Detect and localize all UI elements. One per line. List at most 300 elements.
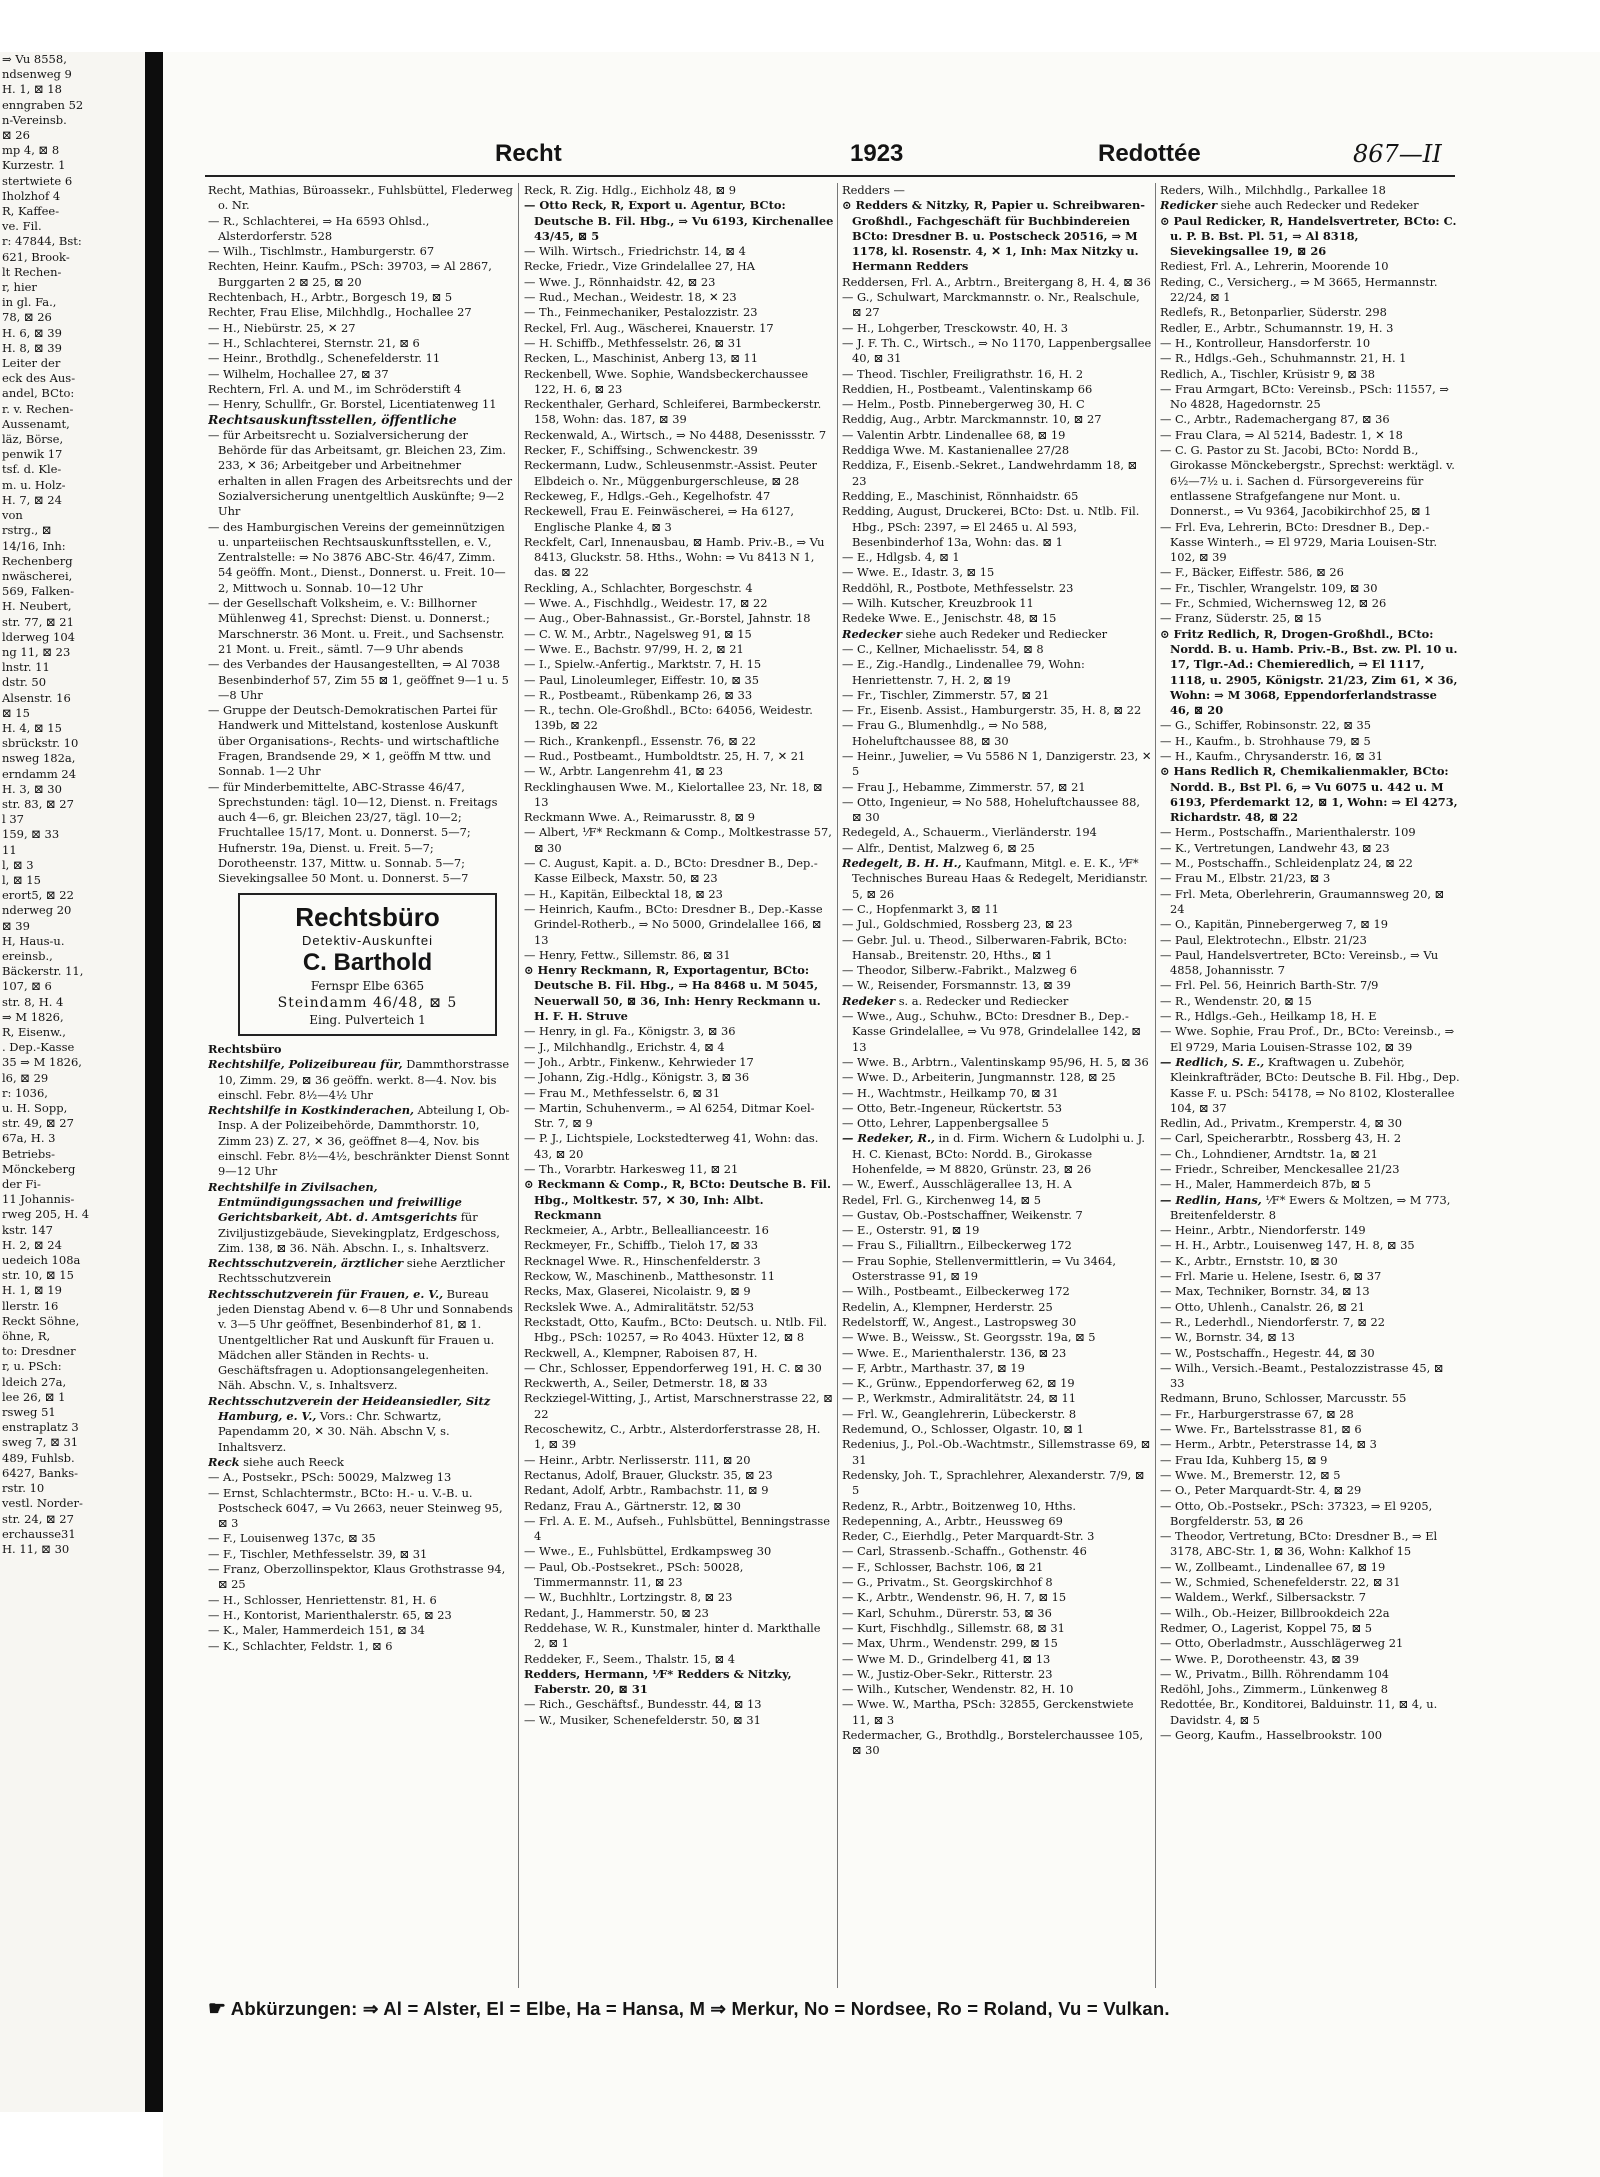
directory-entry: — Wwe. J., Rönnhaidstr. 42, ⊠ 23 (524, 274, 716, 289)
strip-line: penwik 17 (2, 447, 63, 462)
directory-entry: Redepenning, A., Arbtr., Heussweg 69 (842, 1513, 1063, 1528)
entry-text: Kraftwagen u. Zubehör, Kleinkrafträder, BCto: Deutsche B. Fil. Hbg., Dep. Kasse F. u. PSch: 54178, ⇒ No 8102, Klosterallee 104, ⊠ 37 (1170, 1054, 1460, 1115)
header-rule (205, 175, 1455, 177)
directory-entry: — Henry, Schullfr., Gr. Borstel, Licentiatenweg 11 (208, 397, 497, 412)
directory-entry: — W., Ewerf., Ausschlägerallee 13, H. A (842, 1177, 1072, 1192)
directory-entry: — Joh., Arbtr., Finkenw., Kehrwieder 17 (524, 1054, 754, 1069)
directory-entry: — Heinr., Arbtr. Nerlisserstr. 111, ⊠ 20 (524, 1452, 751, 1467)
strip-line: r. v. Rechen- (2, 401, 74, 416)
strip-line: H. Neubert, (2, 599, 72, 614)
directory-entry: — R., Schlachterei, ⇒ Ha 6593 Ohlsd., Alsterdorferstr. 528 (208, 213, 430, 243)
directory-entry: — W., Privatm., Billh. Röhrendamm 104 (1160, 1666, 1390, 1681)
directory-entry: Recklinghausen Wwe. M., Kielortallee 23, Nr. 18, ⊠ 13 (524, 779, 823, 809)
directory-entry (842, 994, 1152, 1009)
strip-line: ⇒ M 1826, (2, 1009, 64, 1024)
directory-entry: — H., Schlosser, Henriettenstr. 81, H. 6 (208, 1592, 437, 1607)
directory-entry: — Wwe. Fr., Bartelsstrasse 81, ⊠ 6 (1160, 1422, 1362, 1437)
directory-entry: Redmann, Bruno, Schlosser, Marcusstr. 55 (1160, 1391, 1407, 1406)
directory-entry: — Helm., Postb. Pinnebergerweg 30, H. C (842, 397, 1085, 412)
directory-entry: Reckwell, A., Klempner, Raboisen 87, H. (524, 1345, 758, 1360)
entry-text: siehe Aerztlicher Rechtsschutzverein (218, 1256, 505, 1286)
strip-line: str. 83, ⊠ 27 (2, 796, 74, 811)
directory-entry: — K., Arbtr., Ernststr. 10, ⊠ 30 (1160, 1253, 1338, 1268)
ad-title: Rechtsbüro (295, 901, 440, 932)
directory-entry: Reddiga Wwe. M. Kastanienallee 27/28 (842, 443, 1070, 458)
strip-line: l, ⊠ 3 (2, 857, 34, 872)
directory-entry: — A., Postsekr., PSch: 50029, Malzweg 13 (208, 1470, 452, 1485)
abbreviations-footer (208, 1996, 1458, 2021)
directory-entry: — H., Kaufm., b. Strohhause 79, ⊠ 5 (1160, 733, 1371, 748)
entry-text: Kaufmann, Mitgl. e. E. K., ⅟F* Technisches Bureau Haas & Redegelt, Meridianstr. 5, ⊠ 26 (852, 856, 1148, 901)
strip-line: 11 Johannis- (2, 1192, 75, 1207)
directory-entry: — Wwe. P., Dorotheenstr. 43, ⊠ 39 (1160, 1651, 1359, 1666)
directory-entry: — Frau Armgart, BCto: Vereinsb., PSch: 11557, ⇒ No 4828, Hagedornstr. 25 (1160, 381, 1449, 412)
strip-line: in gl. Fa., (2, 295, 57, 310)
directory-entry: — Albert, ⅟F* Reckmann & Comp., Moltkestrasse 57, ⊠ 30 (524, 825, 832, 855)
directory-entry: — Wilh., Postbeamt., Eilbeckerweg 172 (842, 1284, 1070, 1299)
strip-line: H. 1, ⊠ 19 (2, 1283, 62, 1298)
directory-entry: — Carl, Speicherarbtr., Rossberg 43, H. 2 (1160, 1131, 1402, 1146)
directory-entry: Redöhl, Johs., Zimmerm., Lünkenweg 8 (1160, 1682, 1389, 1697)
directory-entry: — Frl. Meta, Oberlehrerin, Graumannsweg 20, ⊠ 24 (1160, 886, 1445, 916)
strip-line: tsf. d. Kle- (2, 462, 62, 477)
directory-entry: — E., Hdlgsb. 4, ⊠ 1 (842, 550, 960, 565)
strip-line: 11 (2, 842, 17, 857)
directory-entry: — Otto, Ingenieur, ⇒ No 588, Hoheluftchaussee 88, ⊠ 30 (842, 794, 1140, 825)
directory-entry: — Johann, Zig.-Hdlg., Königstr. 3, ⊠ 36 (524, 1070, 750, 1085)
strip-line: läz, Börse, (2, 432, 64, 447)
strip-line: 35 ⇒ M 1826, (2, 1055, 82, 1070)
directory-entry: Reckeweg, F., Hdlgs.-Geh., Kegelhofstr. 47 (524, 488, 771, 503)
directory-entry: Redders — (842, 183, 905, 197)
strip-line: stertwiete 6 (2, 173, 73, 188)
strip-line: H. 3, ⊠ 30 (2, 781, 62, 796)
directory-entry: — Wwe. W., Martha, PSch: 32855, Gerckenstwiete 11, ⊠ 3 (842, 1697, 1134, 1727)
directory-entry: — Paul, Linoleumleger, Eiffestr. 10, ⊠ 35 (524, 672, 759, 687)
entry-text: siehe auch Reeck (239, 1454, 344, 1469)
directory-entry: Reckmann Wwe. A., Reimarusstr. 8, ⊠ 9 (524, 810, 755, 825)
directory-entry: — Theod. Tischler, Freiligrathstr. 16, H. 2 (842, 366, 1084, 381)
column-1 (208, 183, 513, 1993)
directory-entry: — Aug., Ober-Bahnassist., Gr.-Borstel, Jahnstr. 18 (524, 611, 811, 626)
directory-entry: Redelstorff, W., Angest., Lastropsweg 30 (842, 1314, 1077, 1329)
directory-entry: — G., Schulwart, Marckmannstr. o. Nr., Realschule, ⊠ 27 (842, 290, 1140, 320)
directory-entry: — Wilh., Versich.-Beamt., Pestalozzistrasse 45, ⊠ 33 (1160, 1360, 1444, 1391)
directory-entry: — Henry, Fettw., Sillemstr. 86, ⊠ 31 (524, 947, 731, 962)
strip-line: R, Eisenw., (2, 1025, 66, 1039)
directory-entry: — Wwe., E., Fuhlsbüttel, Erdkampsweg 30 (524, 1544, 772, 1559)
directory-entry: — Rud., Postbeamt., Humboldtstr. 25, H. 7, ✕ 21 (524, 748, 806, 763)
directory-entry: — Franz, Süderstr. 25, ⊠ 15 (1160, 611, 1322, 626)
header-left-keyword: Recht (495, 140, 562, 167)
strip-line: lt Rechen- (2, 264, 62, 279)
directory-entry: — Wwe. M., Bremerstr. 12, ⊠ 5 (1160, 1467, 1341, 1482)
directory-entry: Reckmeyer, Fr., Schiffb., Tieloh 17, ⊠ 33 (524, 1238, 758, 1253)
directory-entry: — W., Musiker, Schenefelderstr. 50, ⊠ 31 (524, 1712, 761, 1727)
entry-heading: Rechtsschutzverein der Heideansiedler, Sitz Hamburg, e. V., (208, 1393, 491, 1424)
directory-entry: Redottée, Br., Konditorei, Balduinstr. 11, ⊠ 4, u. Davidstr. 4, ⊠ 5 (1160, 1697, 1438, 1727)
directory-entry: — Gruppe der Deutsch-Demokratischen Partei für Handwerk und Mittelstand, kostenlose Auskunft über Organisations-, Rechts- und wirtschaftliche Fragen, Brandsende 29, ✕ 1, geöffn M ttw. und Sonnab. 1—2 Uhr (208, 703, 500, 779)
directory-entry: — Fr., Schmied, Wichernsweg 12, ⊠ 26 (1160, 596, 1387, 611)
directory-entry: — I., Spielw.-Anfertig., Marktstr. 7, H. 15 (524, 657, 762, 672)
directory-entry: Redensky, Joh. T., Sprachlehrer, Alexanderstr. 7/9, ⊠ 5 (842, 1467, 1145, 1498)
directory-entry (1160, 1193, 1460, 1224)
directory-entry: Redermacher, G., Brothdlg., Borstelerchaussee 105, ⊠ 30 (842, 1727, 1144, 1758)
directory-entry (208, 1057, 513, 1103)
entry-heading: Redegelt, B. H. H., (842, 856, 962, 871)
directory-entry: — Frau M., Methfesselstr. 6, ⊠ 31 (524, 1085, 720, 1100)
directory-entry: — Heinr., Juwelier, ⇒ Vu 5586 N 1, Danzigerstr. 23, ✕ 5 (842, 748, 1152, 779)
directory-entry: Reckmeier, A., Arbtr., Belleallianceestr. 16 (524, 1223, 769, 1238)
directory-entry: Reckenthaler, Gerhard, Schleiferei, Barmbeckerstr. 158, Wohn: das. 187, ⊠ 39 (524, 397, 822, 427)
directory-entry: — Theodor, Vertretung, BCto: Dresdner B., ⇒ El 3178, ABC-Str. 1, ⊠ 36, Wohn: Kalkhof 15 (1160, 1529, 1438, 1559)
directory-entry: — K., Schlachter, Feldstr. 1, ⊠ 6 (208, 1638, 393, 1653)
strip-line: l, ⊠ 15 (2, 872, 41, 887)
directory-entry: — der Gesellschaft Volksheim, e. V.: Billhorner Mühlenweg 41, Sprechst: Dienst. u. Donnerst.; Marschnerstr. 36 Mont. u. Freit., und Sachsenstr. 21 Mont. u. Freit., sämtl. 7—9 Uhr abends (208, 596, 505, 656)
directory-entry: — Frl. W., Geanglehrerin, Lübeckerstr. 8 (842, 1406, 1077, 1421)
directory-entry: Reckwerth, A., Seiler, Detmerstr. 18, ⊠ 33 (524, 1376, 768, 1391)
directory-entry: Reckstadt, Otto, Kaufm., BCto: Deutsch. u. Ntlb. Fil. Hbg., PSch: 10257, ⇒ Ro 4043. Hüxter 12, ⊠ 8 (524, 1314, 827, 1345)
directory-entry (1160, 1055, 1460, 1116)
directory-entry: — K., Maler, Hammerdeich 151, ⊠ 34 (208, 1623, 425, 1638)
directory-entry: Reddig, Aug., Arbtr. Marckmannstr. 10, ⊠ 27 (842, 412, 1102, 427)
entry-heading: — Redeker, R., (842, 1131, 935, 1146)
directory-entry: — M., Postschaffn., Schleidenplatz 24, ⊠ 22 (1160, 856, 1413, 871)
strip-line: sbrückstr. 10 (2, 736, 79, 751)
directory-entry: — F., Schlosser, Bachstr. 106, ⊠ 21 (842, 1559, 1044, 1574)
directory-entry: — Herm., Arbtr., Peterstrasse 14, ⊠ 3 (1160, 1437, 1377, 1452)
directory-entry: Reckling, A., Schlachter, Borgeschstr. 4 (524, 580, 753, 595)
strip-line: eck des Aus- (2, 371, 76, 386)
directory-entry: — für Arbeitsrecht u. Sozialversicherung der Behörde für das Arbeitsamt, gr. Bleichen 23, Zim. 233, ✕ 36; Arbeitgeber und Arbeitnehmer erhalten in allen Fragen des Arbeitsrechts und der Sozialversicherung unentgeltlich Auskünfte; 9—2 Uhr (208, 427, 513, 519)
directory-entry: — Frau S., Filialltrn., Eilbeckerweg 172 (842, 1238, 1072, 1253)
directory-entry: — F., Bäcker, Eiffestr. 586, ⊠ 26 (1160, 565, 1344, 580)
directory-entry (208, 1394, 513, 1455)
directory-entry: ⊙ Paul Redicker, R, Handelsvertreter, BCto: C. u. P. B. Bst. Pl. 51, ⇒ Al 8318, Sievekingsallee 19, ⊠ 26 (1160, 213, 1457, 259)
strip-line: H. 11, ⊠ 30 (2, 1541, 70, 1556)
directory-entry: — R., techn. Ole-Großhdl., BCto: 64056, Weidestr. 139b, ⊠ 22 (524, 703, 813, 733)
directory-entry: — C. August, Kapit. a. D., BCto: Dresdner B., Dep.-Kasse Eilbeck, Maxstr. 50, ⊠ 23 (524, 856, 818, 886)
directory-entry: Reddersen, Frl. A., Arbtrn., Breitergang 8, H. 4, ⊠ 36 (842, 274, 1151, 289)
strip-line: H. 1, ⊠ 18 (2, 82, 62, 97)
directory-entry: Rechtenbach, H., Arbtr., Borgesch 19, ⊠ 5 (208, 290, 453, 305)
strip-line: lnstr. 11 (2, 660, 50, 675)
directory-entry: Reddehase, W. R., Kunstmaler, hinter d. Markthalle 2, ⊠ 1 (524, 1620, 821, 1651)
directory-entry: Reder, C., Eierhdlg., Peter Marquardt-Str. 3 (842, 1529, 1095, 1544)
directory-entry: — W., Reisender, Forsmannstr. 13, ⊠ 39 (842, 978, 1071, 993)
entry-text: in d. Firm. Wichern & Ludolphi u. J. H. C. Kienast, BCto: Nordd. B., Girokasse Hohenfelde, ⇒ M 8820, Grünstr. 23, ⊠ 26 (852, 1131, 1145, 1176)
directory-entry: — für Minderbemittelte, ABC-Strasse 46/47, Sprechstunden: tägl. 10—12, Dienst. n. Freitags auch 4—6, gr. Bleichen 23/27, tägl. 10—2; Fruchtallee 15/17, Mont. u. Donnerst. 5—7; Hufnerstr. 19a, Dienst. u. Freit. 5—7; Dorotheenstr. 137, Mittw. u. Sonnab. 5—7; Sievekingsallee 50 Mont. u. Donnerst. 5—7 (208, 779, 498, 886)
strip-line: andel, BCto: (2, 386, 75, 401)
entry-text: siehe auch Redeker und Rediecker (902, 626, 1108, 641)
strip-line: m. u. Holz- (2, 477, 66, 492)
directory-entry: — Chr., Schlosser, Eppendorferweg 191, H. C. ⊠ 30 (524, 1360, 822, 1375)
directory-entry: Reckfelt, Carl, Innenausbau, ⊠ Hamb. Priv.-B., ⇒ Vu 8413, Gluckstr. 58. Hths., Wohn: ⇒ Vu 8413 N 1, das. ⊠ 22 (524, 534, 825, 580)
directory-entry: Rechter, Frau Elise, Milchhdlg., Hochallee 27 (208, 305, 472, 320)
directory-entry: — K., Arbtr., Wendenstr. 96, H. 7, ⊠ 15 (842, 1590, 1067, 1605)
header-year: 1923 (850, 140, 904, 167)
strip-line: 107, ⊠ 6 (2, 979, 52, 994)
entry-text: s. a. Redecker und Rediecker (895, 993, 1069, 1008)
directory-entry: Redel, Frl. G., Kirchenweg 14, ⊠ 5 (842, 1192, 1041, 1207)
strip-line: 569, Falken- (2, 584, 75, 599)
directory-entry: — R., Postbeamt., Rübenkamp 26, ⊠ 33 (524, 687, 753, 702)
directory-entry: Redelin, A., Klempner, Herderstr. 25 (842, 1299, 1053, 1314)
directory-entry: — Theodor, Silberw.-Fabrikt., Malzweg 6 (842, 963, 1077, 978)
directory-entry: — Waldem., Werkf., Silbersackstr. 7 (1160, 1590, 1366, 1605)
entry-text: Abteilung I, Ob-Insp. A der Polizeibehörde, Dammthorstr. 10, Zimm 23) Z. 27, ✕ 36, geöffnet 8—4, Nov. bis einschl. Febr. 8½—4½, beschränkter Dienst Sonnt 9—12 Uhr (218, 1103, 510, 1179)
strip-line: H. 8, ⊠ 39 (2, 340, 62, 355)
strip-line: H, Haus-u. (2, 933, 65, 948)
directory-entry: — Max, Uhrm., Wendenstr. 299, ⊠ 15 (842, 1636, 1058, 1651)
directory-entry: — Wwe. B., Weissw., St. Georgsstr. 19a, ⊠ 5 (842, 1330, 1096, 1345)
strip-line: r, hier (2, 280, 37, 295)
directory-entry: — W., Postschaffn., Hegestr. 44, ⊠ 30 (1160, 1345, 1375, 1360)
directory-entry: — H., Kaufm., Chrysanderstr. 16, ⊠ 31 (1160, 748, 1383, 763)
strip-line: str. 10, ⊠ 15 (2, 1268, 74, 1283)
directory-entry: — E., Zig.-Handlg., Lindenallee 79, Wohn: Henriettenstr. 7, H. 2, ⊠ 19 (842, 657, 1085, 687)
directory-entry: Redding, August, Druckerei, BCto: Dst. u. Ntlb. Fil. Hbg., PSch: 2397, ⇒ El 2465 u. Al 593, Besenbinderhof 13a, Wohn: das. ⊠ 1 (842, 504, 1140, 549)
entry-heading: Rechtshilfe in Kostkinderachen, (208, 1103, 414, 1118)
strip-line: . Dep.-Kasse (2, 1040, 75, 1055)
directory-entry: Reckewell, Frau E. Feinwäscherei, ⇒ Ha 6127, Englische Planke 4, ⊠ 3 (524, 504, 795, 534)
strip-line: kstr. 147 (2, 1222, 53, 1237)
strip-line: ⇒ Vu 8558, (2, 52, 67, 66)
directory-entry: — Jul., Goldschmied, Rossberg 23, ⊠ 23 (842, 917, 1073, 932)
directory-entry: Redant, J., Hammerstr. 50, ⊠ 23 (524, 1605, 709, 1620)
entry-text: Vors.: Chr. Schwartz, Papendamm 20, ✕ 30. Näh. Abschn V, s. Inhaltsverz. (218, 1409, 450, 1454)
directory-entry: — Franz, Oberzollinspektor, Klaus Grothstrasse 94, ⊠ 25 (208, 1562, 506, 1592)
directory-entry (842, 627, 1152, 642)
entry-text: ⅟F* Ewers & Moltzen, ⇒ M 773, Breitenfelderstr. 8 (1170, 1192, 1451, 1222)
strip-line: dstr. 50 (2, 675, 47, 690)
strip-line: ⊠ 15 (2, 705, 30, 720)
directory-entry: — Alfr., Dentist, Malzweg 6, ⊠ 25 (842, 840, 1035, 855)
directory-entry: — W., Justiz-Ober-Sekr., Ritterstr. 23 (842, 1666, 1053, 1681)
directory-entry: — Wwe. E., Marienthalerstr. 136, ⊠ 23 (842, 1345, 1067, 1360)
directory-entry: — Gustav, Ob.-Postschaffner, Weikenstr. 7 (842, 1207, 1083, 1222)
directory-entry (1160, 198, 1460, 213)
pointing-hand-icon: ☛ (208, 1998, 227, 2020)
directory-entry: Redegeld, A., Schauerm., Vierländerstr. 194 (842, 825, 1097, 840)
directory-entry: — Valentin Arbtr. Lindenallee 68, ⊠ 19 (842, 427, 1066, 442)
entry-heading: Redecker (842, 626, 903, 641)
entry-heading: — Redlin, Hans, (1160, 1192, 1262, 1207)
directory-entry: — Karl, Schuhm., Dürerstr. 53, ⊠ 36 (842, 1605, 1052, 1620)
directory-entry: — F., Tischler, Methfesselstr. 39, ⊠ 31 (208, 1546, 428, 1561)
directory-entry: — Carl, Strassenb.-Schaffn., Gothenstr. 46 (842, 1544, 1087, 1559)
directory-entry: — Max, Techniker, Bornstr. 34, ⊠ 13 (1160, 1284, 1370, 1299)
directory-entry: — des Hamburgischen Vereins der gemeinnützigen u. unparteiischen Rechtsauskunftsstellen, e. V., Zentralstelle: ⇒ No 3876 ABC-Str. 46/47, Zimm. 54 geöffn. Mont., Dienst., Donnerst. u. Freit. 10—2, Mittwoch u. Sonnab. 10—12 Uhr (208, 519, 506, 595)
ad-subtitle: Detektiv-Auskunftei (302, 932, 433, 948)
entry-heading: Rechtsschutzverein, ärztlicher (208, 1256, 404, 1271)
page-header (205, 140, 1455, 180)
entry-heading: — Redlich, S. E., (1160, 1054, 1265, 1069)
strip-line: ng 11, ⊠ 23 (2, 644, 71, 659)
directory-entry: — Frau G., Blumenhdlg., ⇒ No 588, Hoheluftchaussee 88, ⊠ 30 (842, 718, 1048, 748)
directory-entry: — Wwe., Aug., Schuhw., BCto: Dresdner B., Dep.-Kasse Grindelallee, ⇒ Vu 978, Grindelallee 142, ⊠ 13 (842, 1009, 1141, 1054)
strip-line: Aussenamt, (2, 416, 70, 431)
strip-line: vestl. Norder- (2, 1496, 83, 1511)
entry-text: für Ziviljustizgebäude, Sievekingplatz, Erdgeschoss, Zim. 138, ⊠ 36. Näh. Abschn. I., s. Inhaltsverz. (218, 1210, 500, 1255)
directory-entry: Redenz, R., Arbtr., Boitzenweg 10, Hths. (842, 1498, 1076, 1513)
directory-entry: — F, Arbtr., Marthastr. 37, ⊠ 19 (842, 1360, 1025, 1375)
directory-entry: — H., Kontorist, Marienthalerstr. 65, ⊠ 23 (208, 1607, 452, 1622)
strip-line: lderweg 104 (2, 629, 75, 644)
directory-entry: — Frl. A. E. M., Aufseh., Fuhlsbüttel, Benningstrasse 4 (524, 1513, 830, 1544)
directory-entry: Redlin, Ad., Privatm., Kremperstr. 4, ⊠ 30 (1160, 1116, 1403, 1131)
directory-entry: — W., Schmied, Schenefelderstr. 22, ⊠ 31 (1160, 1575, 1401, 1590)
strip-line: ldeich 27a, (2, 1374, 67, 1389)
directory-entry (842, 856, 1152, 902)
directory-entry: — Gebr. Jul. u. Theod., Silberwaren-Fabrik, BCto: Hansab., Breitenstr. 20, Hths., ⊠ 1 (842, 932, 1128, 962)
directory-entry: Recker, F., Schiffsing., Schwenckestr. 39 (524, 443, 758, 458)
directory-entry: — Rich., Geschäftsf., Bundesstr. 44, ⊠ 13 (524, 1697, 762, 1712)
directory-entry: — H., Schlachterei, Sternstr. 21, ⊠ 6 (208, 335, 420, 350)
strip-line: 78, ⊠ 26 (2, 310, 52, 325)
directory-entry: Rechtsbüro (208, 1041, 282, 1056)
directory-entry: Reckel, Frl. Aug., Wäscherei, Knauerstr. 17 (524, 320, 774, 335)
directory-entry: — Wilh. Kutscher, Kreuzbrook 11 (842, 596, 1034, 611)
directory-entry: — Rud., Mechan., Weidestr. 18, ✕ 23 (524, 290, 737, 305)
directory-entry: — H., Kapitän, Eilbecktal 18, ⊠ 23 (524, 886, 723, 901)
entry-heading: Rechtsschutzverein für Frauen, e. V., (208, 1286, 444, 1301)
directory-entry: — H. Schiffb., Methfesselstr. 26, ⊠ 31 (524, 335, 743, 350)
strip-line: 6427, Banks- (2, 1465, 79, 1480)
directory-entry: — C., Hopfenmarkt 3, ⊠ 11 (842, 901, 999, 916)
directory-entry: — Fr., Harburgerstrasse 67, ⊠ 28 (1160, 1406, 1354, 1421)
strip-line: str. 49, ⊠ 27 (2, 1116, 74, 1131)
directory-entry: — Th., Feinmechaniker, Pestalozzistr. 23 (524, 305, 758, 320)
directory-entry: — Rich., Krankenpfl., Essenstr. 76, ⊠ 22 (524, 733, 756, 748)
directory-entry: — R., Hdlgs.-Geh., Heilkamp 18, H. E (1160, 1009, 1377, 1024)
directory-entry: Redmer, O., Lagerist, Koppel 75, ⊠ 5 (1160, 1620, 1373, 1635)
entry-heading: Rechtshilfe, Polizeibureau für, (208, 1057, 403, 1072)
directory-entry: Recoschewitz, C., Arbtr., Alsterdorferstrasse 28, H. 1, ⊠ 39 (524, 1422, 821, 1452)
directory-entry: — Heinr., Brothdlg., Schenefelderstr. 11 (208, 351, 441, 366)
directory-entry: — H. H., Arbtr., Louisenweg 147, H. 8, ⊠ 35 (1160, 1238, 1415, 1253)
entry-text: Bureau jeden Dienstag Abend v. 6—8 Uhr und Sonnabends v. 3—5 Uhr geöffnet, Besenbinderhof 81, ⊠ 1. Unentgeltlicher Rat und Auskunft für Frauen u. Mädchen aller Ständen in Rechts- u. Geschäftsfragen u. Adoptionsangelegenheiten. Näh. Abschn. V., s. Inhaltsverz. (218, 1286, 513, 1393)
ad-address: Steindamm 46/48, ⊠ 5 (277, 994, 458, 1011)
directory-entry: — Heinr., Arbtr., Niendorferstr. 149 (1160, 1223, 1366, 1238)
strip-line: Bäckerstr. 11, (2, 964, 84, 979)
strip-line: Alsenstr. 16 (2, 690, 71, 705)
ad-phone: Fernspr Elbe 6365 (310, 978, 425, 993)
abbreviations-text: Abkürzungen: ⇒ Al = Alster, El = Elbe, Ha = Hansa, M ⇒ Merkur, No = Nordsee, Ro = Roland, Vu = Vulkan. (230, 1998, 1170, 2019)
column-divider (837, 183, 838, 1988)
directory-entry: — Wilhelm, Hochallee 27, ⊠ 37 (208, 366, 389, 381)
strip-line: Kurzestr. 1 (2, 158, 66, 173)
directory-entry: — Henry, in gl. Fa., Königstr. 3, ⊠ 36 (524, 1024, 736, 1039)
directory-entry: — Wwe. E., Idastr. 3, ⊠ 15 (842, 565, 995, 580)
strip-line: ⊠ 26 (2, 128, 30, 143)
directory-entry: — J. F. Th. C., Wirtsch., ⇒ No 1170, Lappenbergsallee 40, ⊠ 31 (842, 335, 1152, 366)
strip-line: r, u. PSch: (2, 1359, 62, 1374)
strip-line: enstraplatz 3 (2, 1420, 79, 1435)
strip-line: H. 4, ⊠ 15 (2, 720, 62, 735)
strip-line: erndamm 24 (2, 766, 77, 781)
directory-entry: — Wwe. Sophie, Frau Prof., Dr., BCto: Vereinsb., ⇒ El 9729, Maria Louisen-Strasse 102, ⊠ 39 (1160, 1024, 1455, 1054)
directory-entry: — K., Grünw., Eppendorferweg 62, ⊠ 19 (842, 1376, 1075, 1391)
directory-entry: — Paul, Handelsvertreter, BCto: Vereinsb., ⇒ Vu 4858, Johannisstr. 7 (1160, 947, 1439, 978)
directory-entry: — H., Maler, Hammerdeich 87b, ⊠ 5 (1160, 1177, 1372, 1192)
strip-line: llerstr. 16 (2, 1298, 59, 1313)
strip-line: rweg 205, H. 4 (2, 1207, 90, 1222)
directory-entry: Reders, Wilh., Milchhdlg., Parkallee 18 (1160, 183, 1386, 197)
directory-entry: Rechten, Heinr. Kaufm., PSch: 39703, ⇒ Al 2867, Burggarten 2 ⊠ 25, ⊠ 20 (208, 259, 492, 289)
strip-line: 621, Brook- (2, 249, 70, 264)
directory-entry: — H., Wachtmstr., Heilkamp 70, ⊠ 31 (842, 1085, 1059, 1100)
directory-entry: — Herm., Postschaffn., Marienthalerstr. 109 (1160, 825, 1416, 840)
directory-entry: — H., Niebürstr. 25, ✕ 27 (208, 320, 356, 335)
directory-entry: — W., Zollbeamt., Lindenallee 67, ⊠ 19 (1160, 1559, 1386, 1574)
directory-entry: — W., Arbtr. Langenrehm 41, ⊠ 23 (524, 764, 723, 779)
directory-entry: — des Verbandes der Hausangestellten, ⇒ Al 7038 Besenbinderhof 57, Zim 55 ⊠ 1, geöffnet 9—1 u. 5—8 Uhr (208, 657, 509, 702)
directory-entry: — W., Bornstr. 34, ⊠ 13 (1160, 1330, 1295, 1345)
column-divider (518, 183, 519, 1988)
directory-entry: — C. G. Pastor zu St. Jacobi, BCto: Nordd B., Girokasse Mönckebergstr., Sprechst: werktägl. v. 6½—7½ u. i. Sachen d. Fürsorgevereins für entlassene Strafgefangene nur Mont. u. Donnerst., ⇒ Vu 9364, Jacobikirchhof 25, ⊠ 1 (1160, 443, 1455, 519)
directory-entry (208, 1455, 513, 1470)
directory-entry: Rediest, Frl. A., Lehrerin, Moorende 10 (1160, 259, 1389, 274)
strip-line: str. 8, H. 4 (2, 994, 64, 1009)
directory-entry: — F., Louisenweg 137c, ⊠ 35 (208, 1531, 376, 1546)
directory-entry: Redemund, O., Schlosser, Olgastr. 10, ⊠ 1 (842, 1422, 1084, 1437)
entry-heading: Redeker (842, 993, 896, 1008)
directory-entry: Redlefs, R., Betonparlier, Süderstr. 298 (1160, 305, 1387, 320)
strip-line: uedeich 108a (2, 1253, 81, 1268)
directory-entry: — Friedr., Schreiber, Menckesallee 21/23 (1160, 1162, 1400, 1176)
column-4 (1160, 183, 1460, 1993)
strip-line: von (2, 508, 23, 523)
entry-heading: Redicker (1160, 198, 1218, 213)
directory-entry: — R., Wendenstr. 20, ⊠ 15 (1160, 993, 1312, 1008)
directory-entry: Reckziegel-Witting, J., Artist, Marschnerstrasse 22, ⊠ 22 (524, 1391, 833, 1421)
directory-entry: Rectanus, Adolf, Brauer, Gluckstr. 35, ⊠ 23 (524, 1467, 773, 1482)
directory-entry: Reckenbell, Wwe. Sophie, Wandsbeckerchaussee 122, H. 6, ⊠ 23 (524, 366, 809, 396)
strip-line: ve. Fil. (2, 219, 42, 234)
directory-entry: — E., Osterstr. 91, ⊠ 19 (842, 1223, 980, 1238)
directory-entry: — K., Vertretungen, Landwehr 43, ⊠ 23 (1160, 840, 1390, 855)
directory-entry: — Wwe. D., Arbeiterin, Jungmannstr. 128, ⊠ 25 (842, 1070, 1116, 1085)
directory-entry (842, 1131, 1152, 1177)
strip-line: nsweg 182a, (2, 751, 76, 766)
strip-line: erort5, ⊠ 22 (2, 888, 74, 903)
directory-entry: — Wwe M. D., Grindelberg 41, ⊠ 13 (842, 1651, 1051, 1666)
directory-entry (208, 1180, 513, 1256)
directory-entry: Recknagel Wwe. R., Hinschenfelderstr. 3 (524, 1253, 761, 1268)
directory-entry: — C. W. M., Arbtr., Nagelsweg 91, ⊠ 15 (524, 626, 752, 641)
directory-entry: — Otto Reck, R, Export u. Agentur, BCto: Deutsche B. Fil. Hbg., ⇒ Vu 6193, Kirchenallee 43/45, ⊠ 5 (524, 198, 834, 243)
strip-line: H. 6, ⊠ 39 (2, 325, 62, 340)
strip-line: lee 26, ⊠ 1 (2, 1389, 66, 1404)
rechtsbuero-advertisement (238, 893, 497, 1036)
directory-entry: — Ch., Lohndiener, Arndtstr. 1a, ⊠ 21 (1160, 1146, 1378, 1161)
strip-line: Mönckeberg (2, 1161, 76, 1176)
directory-entry: Redders, Hermann, ⅟F* Redders & Nitzky, Faberstr. 20, ⊠ 31 (524, 1666, 792, 1697)
strip-line: u. H. Sopp, (2, 1101, 68, 1116)
directory-entry: Reddeker, F., Seem., Thalstr. 15, ⊠ 4 (524, 1651, 736, 1666)
strip-line: rstr. 10 (2, 1481, 45, 1496)
entry-heading: Reck (208, 1454, 240, 1469)
directory-entry: — Wwe. E., Bachstr. 97/99, H. 2, ⊠ 21 (524, 641, 744, 656)
book-gutter (145, 52, 163, 2112)
directory-entry: Redant, Adolf, Arbtr., Rambachstr. 11, ⊠ 9 (524, 1483, 769, 1498)
directory-entry: Redenius, J., Pol.-Ob.-Wachtmstr., Sillemstrasse 69, ⊠ 31 (842, 1437, 1151, 1467)
strip-line: 14/16, Inh: (2, 538, 66, 553)
strip-line: 489, Fuhlsb. (2, 1450, 75, 1465)
directory-entry: — Otto, Uhlenh., Canalstr. 26, ⊠ 21 (1160, 1299, 1365, 1314)
directory-entry: — Frl. Pel. 56, Heinrich Barth-Str. 7/9 (1160, 978, 1379, 993)
